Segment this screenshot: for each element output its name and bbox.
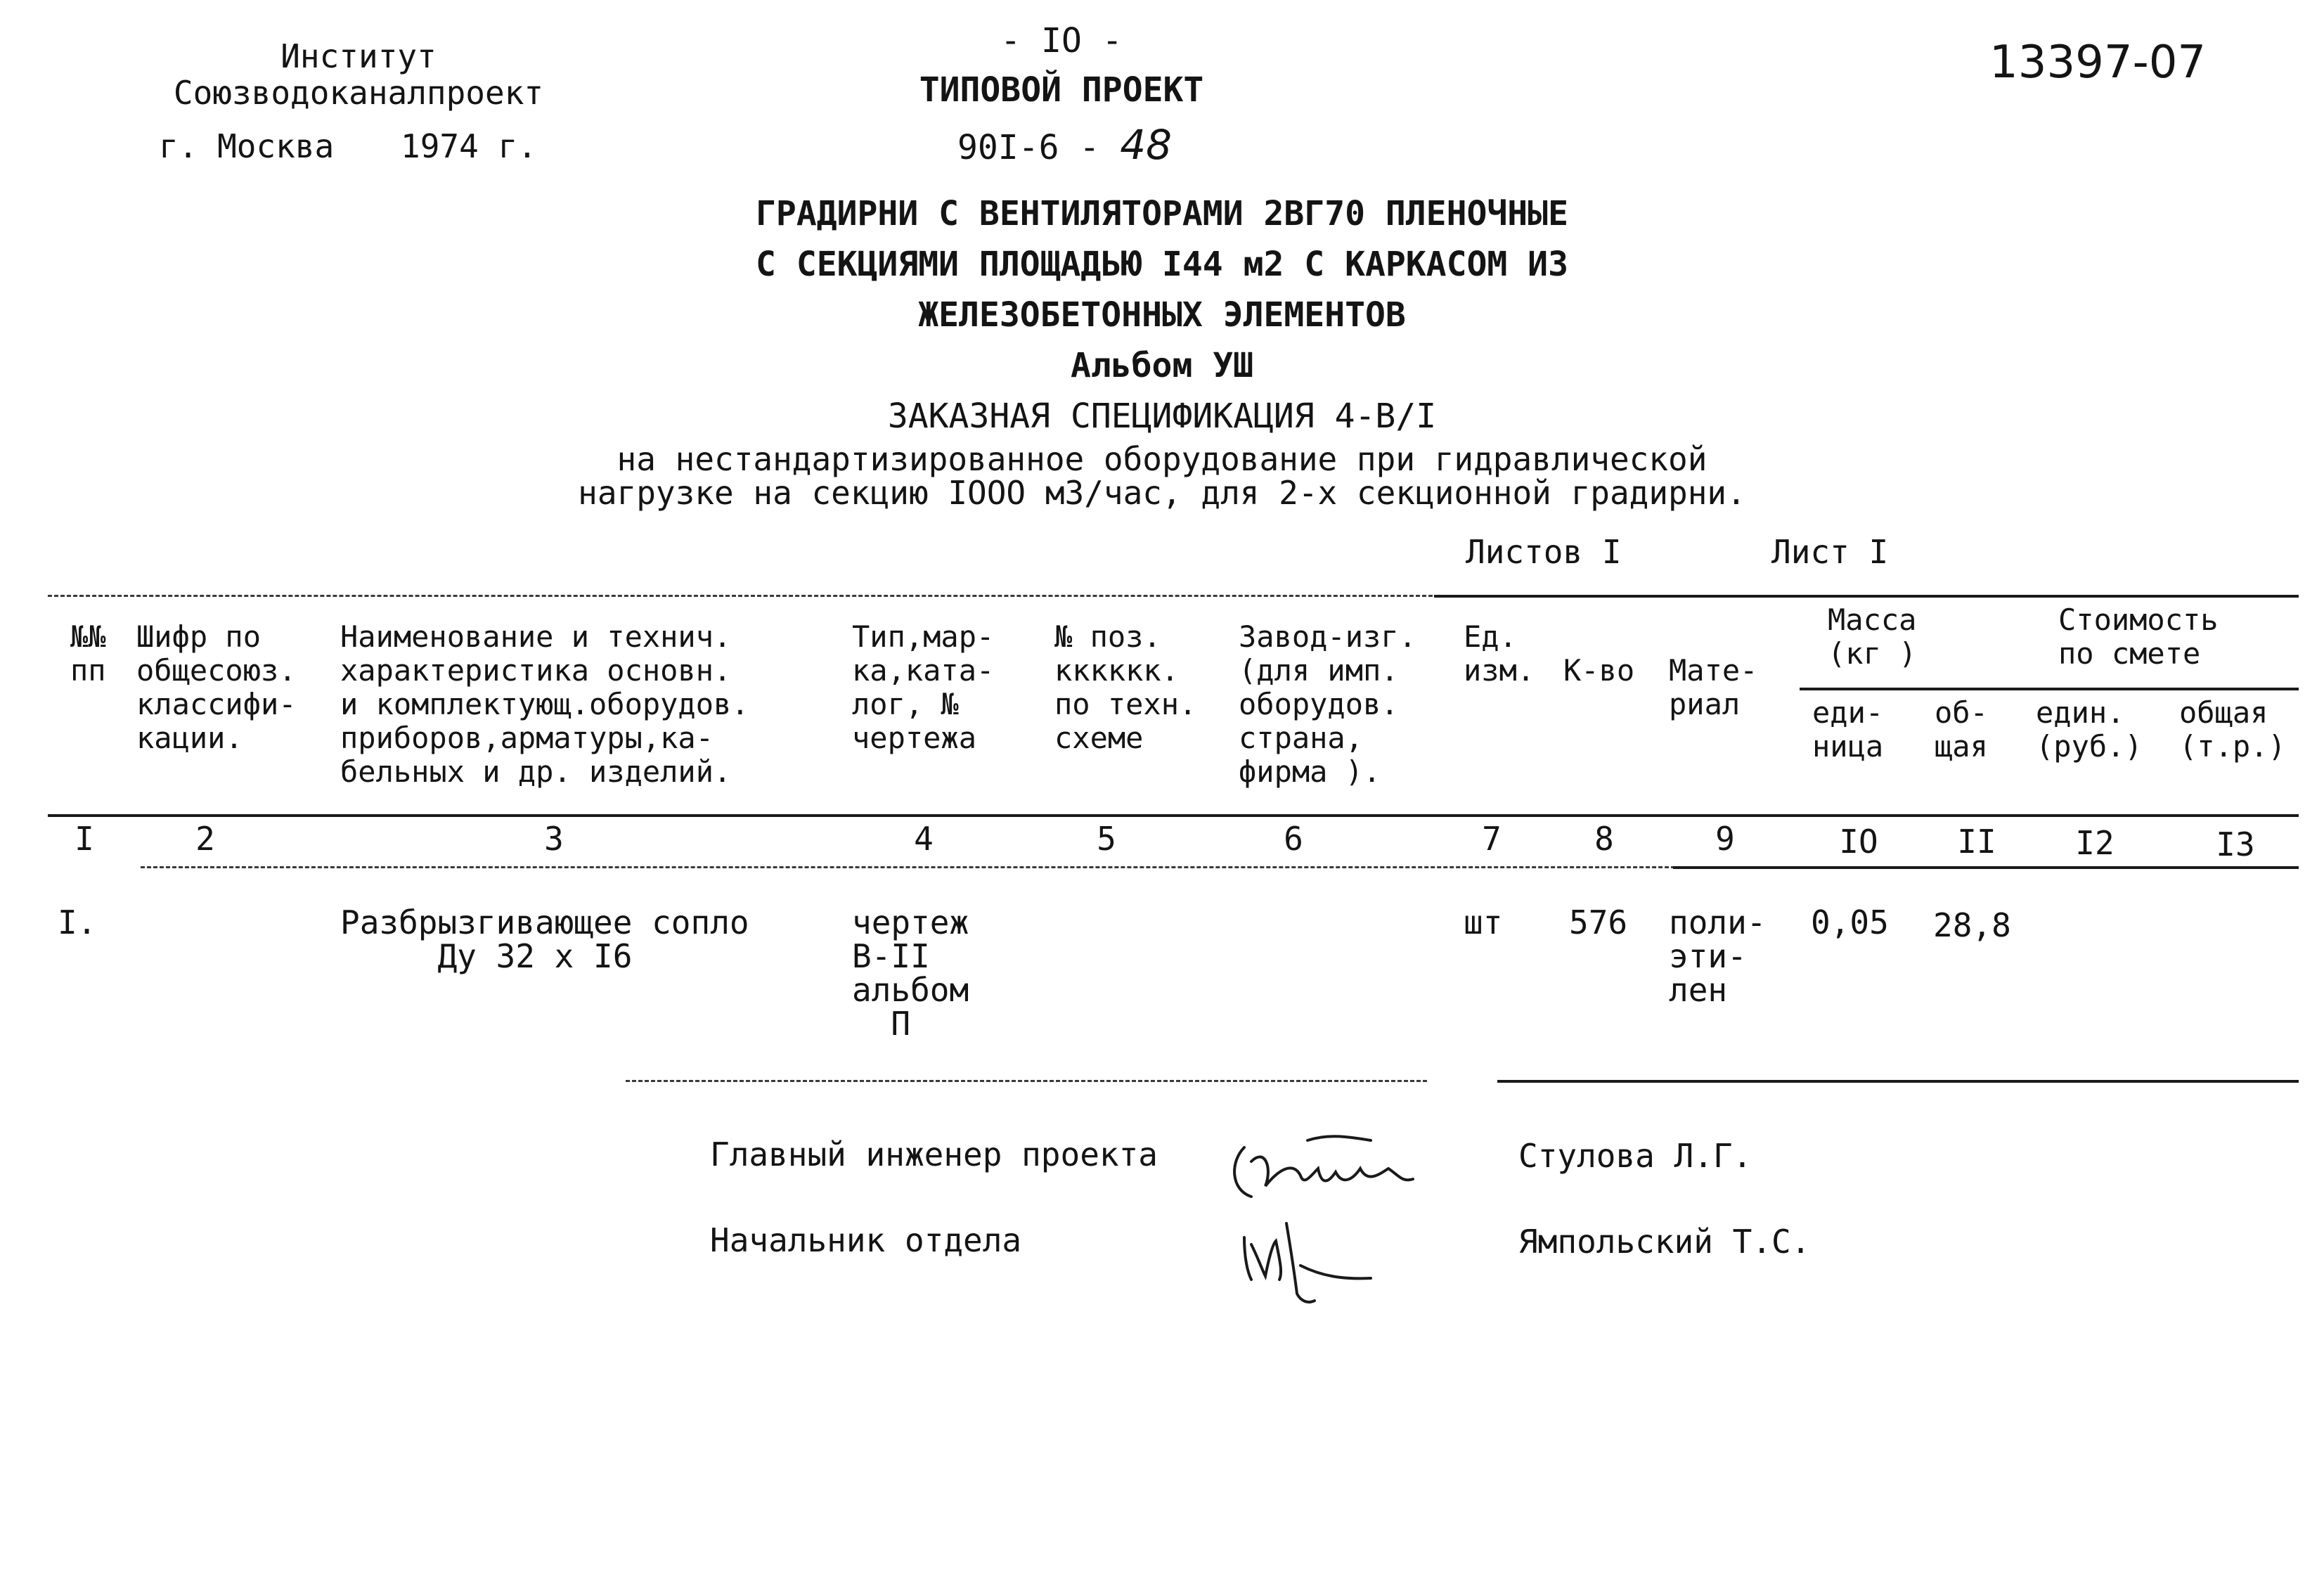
column-number-4: 4 — [914, 820, 934, 858]
sheet-current: Лист I — [1771, 533, 1889, 571]
row-unit: шт — [1464, 903, 1503, 941]
row-mass-unit: 0,05 — [1811, 903, 1889, 941]
col-header-mass-total: об- щая — [1935, 695, 1988, 764]
column-number-7: 7 — [1482, 820, 1502, 858]
institute-label: Институт — [280, 37, 437, 75]
chief-engineer-signature — [1223, 1119, 1434, 1211]
col-header-mass-unit: еди- ница — [1812, 695, 1884, 764]
page-number: - IO - — [1000, 21, 1123, 60]
col-header-cost: Стоимость по смете — [2058, 603, 2219, 671]
title-line-1: ГРАДИРНИ С ВЕНТИЛЯТОРАМИ 2ВГ70 ПЛЕНОЧНЫЕ — [756, 194, 1568, 233]
row-number: I. — [58, 903, 97, 941]
column-number-3: 3 — [544, 820, 564, 858]
column-number-1: I — [75, 820, 94, 858]
col-header-quantity: К-во — [1563, 653, 1635, 688]
column-number-9: 9 — [1715, 820, 1735, 858]
department-head-role: Начальник отдела — [710, 1221, 1022, 1259]
year: 1974 г. — [401, 127, 537, 165]
mass-cost-subheader-rule — [1800, 688, 2299, 690]
document-number: 13397-07 — [1989, 37, 2207, 89]
chief-engineer-role: Главный инженер проекта — [710, 1135, 1158, 1173]
col-header-cost-total: общая (т.р.) — [2179, 695, 2286, 764]
col-header-unit: Ед. изм. — [1464, 619, 1535, 688]
column-number-2: 2 — [195, 820, 215, 858]
col-header-manufacturer: Завод-изг. (для имп. оборудов. страна, фирма ). — [1239, 619, 1416, 789]
title-line-2: С СЕКЦИЯМИ ПЛОЩАДЬЮ I44 м2 С КАРКАСОМ ИЗ — [756, 245, 1568, 284]
description-line-2: нагрузке на секцию IOOO м3/час, для 2-х секционной градирни. — [578, 474, 1746, 512]
row-mass-total: 28,8 — [1933, 906, 2011, 944]
col-header-material: Мате- риал — [1669, 653, 1758, 721]
header-bottom-rule — [48, 814, 2299, 817]
organization-name: Союзводоканалпроект — [173, 74, 544, 112]
row-material: поли- эти- лен — [1669, 903, 1767, 1009]
project-type: ТИПОВОЙ ПРОЕКТ — [919, 70, 1204, 110]
col-header-name: Наименование и технич. характеристика основн. и комплектующ.оборудов. приборов,арматуры,ка- бельных и др. изделий. — [340, 619, 749, 789]
col-header-type: Тип,мар- ка,ката- лог, № чертежа — [852, 619, 995, 755]
column-number-6: 6 — [1284, 820, 1303, 858]
col-header-cost-unit: един. (руб.) — [2036, 695, 2143, 764]
row-name: Разбрызгивающее сопло Ду 32 х I6 — [340, 903, 749, 975]
album-label: Альбом УШ — [1070, 346, 1254, 385]
row-quantity: 576 — [1569, 903, 1628, 941]
col-header-code: Шифр по общесоюз. классифи- кации. — [136, 619, 297, 755]
project-code-handwritten: 48 — [1120, 121, 1173, 169]
department-head-name: Ямпольский Т.С. — [1518, 1223, 1811, 1261]
description-line-1: на нестандартизированное оборудование при гидравлической — [616, 440, 1708, 478]
col-header-number: №№ пп — [70, 619, 106, 688]
project-code — [957, 121, 1172, 169]
column-number-5: 5 — [1097, 820, 1116, 858]
row-type: чертеж В-II альбом П — [852, 903, 969, 1043]
project-code-printed: 90I-6 - — [957, 128, 1100, 167]
sheets-total: Листов I — [1466, 533, 1622, 571]
column-numbers-bottom-rule — [141, 866, 1757, 868]
specification-title: ЗАКАЗНАЯ СПЕЦИФИКАЦИЯ 4-В/I — [887, 397, 1437, 436]
column-number-13: I3 — [2216, 825, 2255, 863]
column-number-10: IO — [1839, 823, 1878, 861]
table-top-rule-left — [48, 595, 1433, 597]
col-header-mass: Масса (кг ) — [1828, 603, 1917, 671]
column-number-12: I2 — [2075, 824, 2115, 862]
table-top-rule-right — [1434, 595, 2299, 598]
table-bottom-rule-right — [1497, 1080, 2299, 1083]
column-numbers-bottom-rule-right — [1673, 866, 2299, 869]
city: г. Москва — [159, 127, 335, 165]
table-bottom-rule-left — [626, 1080, 1427, 1082]
col-header-position: № поз. кккккк. по техн. схеме — [1054, 619, 1197, 755]
chief-engineer-name: Стулова Л.Г. — [1518, 1137, 1752, 1175]
title-line-3: ЖЕЛЕЗОБЕТОННЫХ ЭЛЕМЕНТОВ — [918, 295, 1406, 335]
department-head-signature — [1230, 1209, 1399, 1315]
column-number-8: 8 — [1594, 820, 1614, 858]
column-number-11: II — [1957, 823, 1996, 861]
